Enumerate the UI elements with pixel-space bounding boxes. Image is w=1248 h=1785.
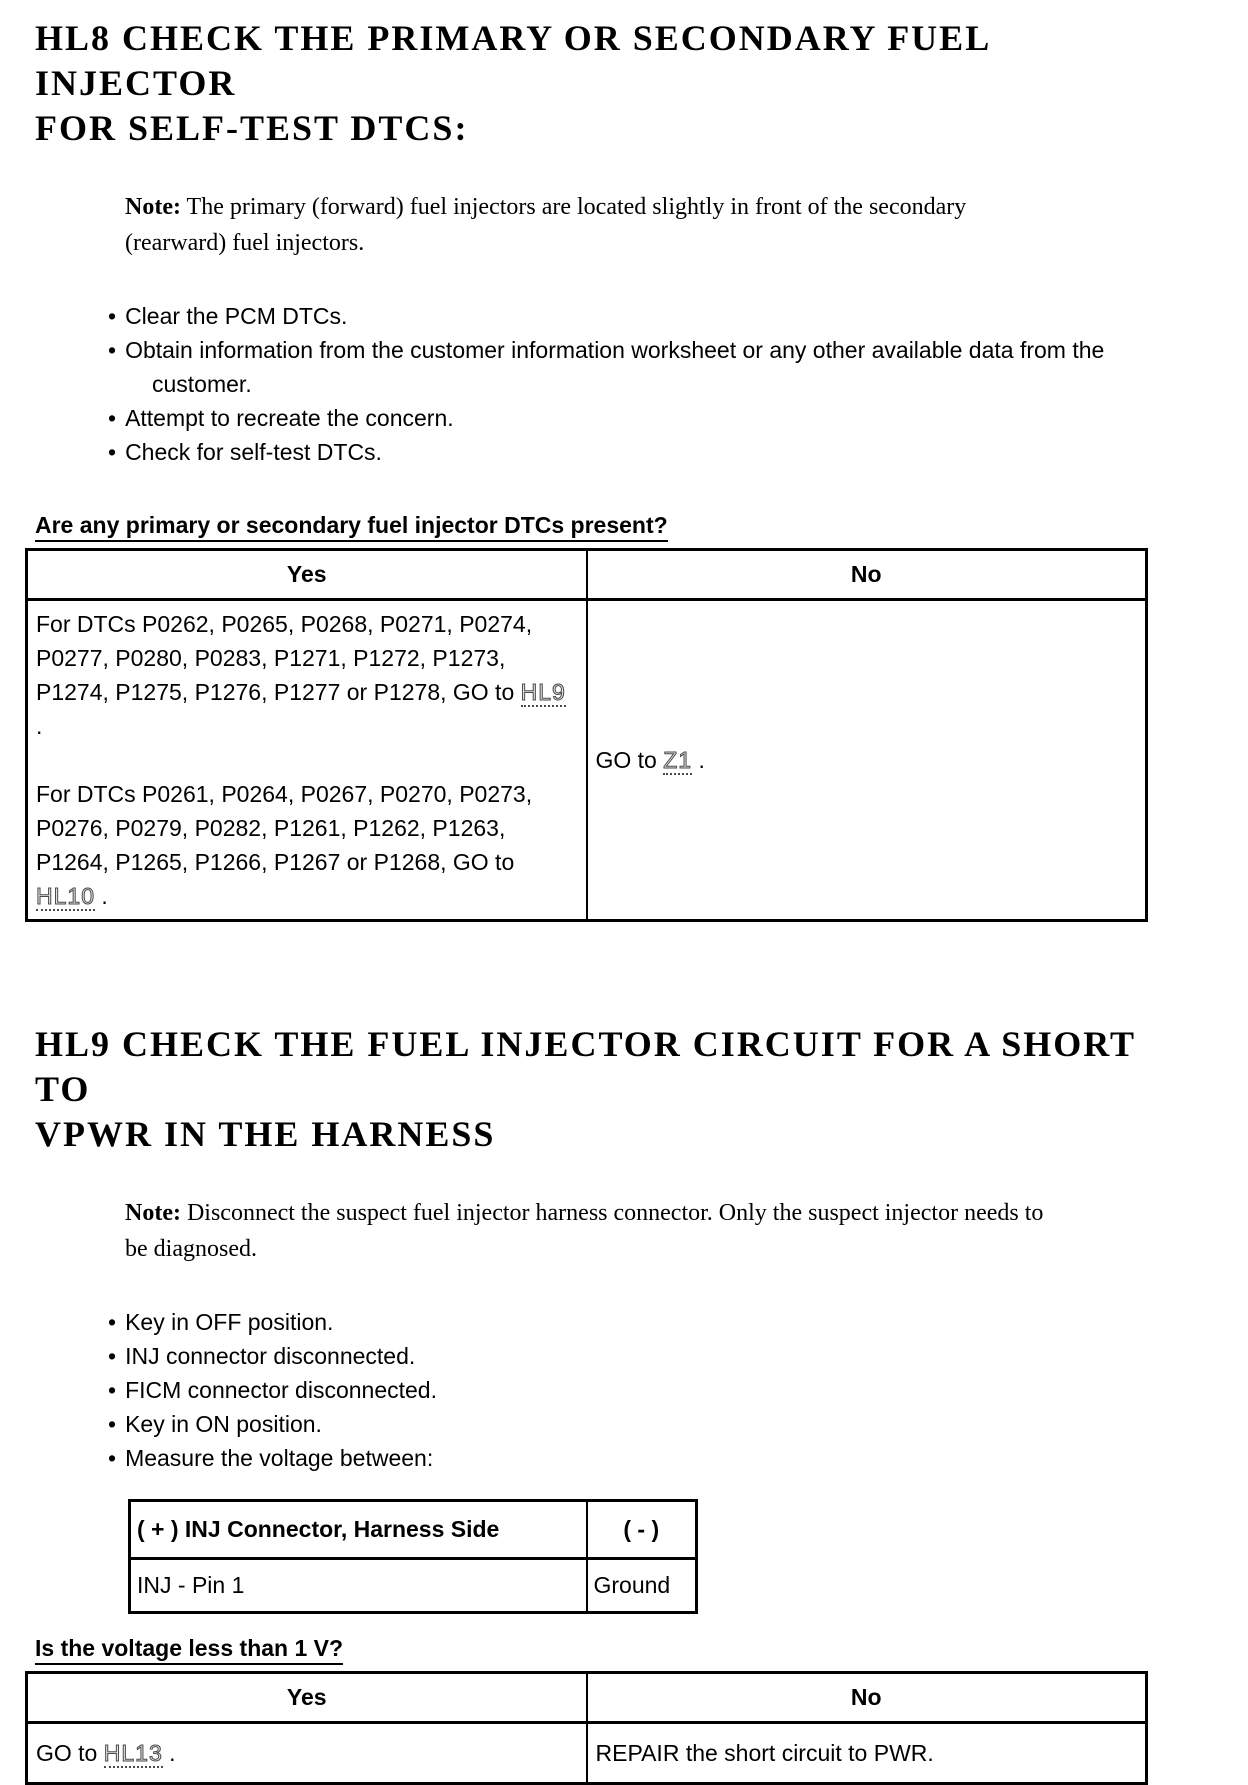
no-column-header: No	[587, 550, 1147, 600]
instruction-end: .	[94, 883, 108, 909]
table-body-row	[130, 1559, 697, 1613]
decision-table-hl8	[25, 548, 1148, 922]
link-hl13[interactable]: HL13	[103, 1740, 163, 1766]
negative-lead-header: ( - )	[587, 1501, 697, 1559]
section-heading-hl9	[35, 1022, 1148, 1157]
dtc-instruction-1	[36, 607, 572, 743]
procedure-list-hl9	[25, 1305, 1148, 1475]
heading-line: HL9 CHECK THE FUEL INJECTOR CIRCUIT FOR A SHORT TO	[35, 1024, 1136, 1109]
positive-lead-header: ( + ) INJ Connector, Harness Side	[130, 1501, 587, 1559]
instruction-text: For DTCs P0261, P0264, P0267, P0270, P0273, P0276, P0279, P0282, P1261, P1262, P1263, P1264, P1265, P1266, P1267 or P1268, GO to	[36, 781, 533, 875]
decision-table-hl9	[25, 1671, 1148, 1785]
instruction-text: GO to	[36, 1740, 104, 1766]
instruction-end: .	[692, 747, 705, 773]
no-column-header: No	[587, 1673, 1147, 1723]
table-body-row	[27, 1723, 1147, 1784]
question-hl9	[35, 1634, 1148, 1662]
yes-cell	[27, 600, 587, 921]
positive-lead-value: INJ - Pin 1	[130, 1559, 587, 1613]
measurement-table	[128, 1499, 698, 1614]
note-hl9	[125, 1195, 1065, 1267]
instruction-text: GO to	[595, 747, 664, 773]
table-header-row	[27, 550, 1147, 600]
instruction-text: REPAIR the short circuit to PWR.	[595, 1740, 934, 1766]
procedure-list-hl8	[25, 299, 1148, 469]
list-item: • Key in OFF position.	[25, 1305, 1148, 1339]
note-text: The primary (forward) fuel injectors are located slightly in front of the secondary (rearward) fuel injectors.	[125, 194, 967, 256]
table-header-row	[130, 1501, 697, 1559]
list-item: • Measure the voltage between:	[25, 1441, 1148, 1475]
note-label: Note:	[125, 1200, 181, 1226]
negative-lead-value: Ground	[587, 1559, 697, 1613]
section-heading-hl8	[35, 16, 1148, 151]
heading-line: VPWR IN THE HARNESS	[35, 1114, 496, 1154]
instruction-text: For DTCs P0262, P0265, P0268, P0271, P0274, P0277, P0280, P0283, P1271, P1272, P1273, P1274, P1275, P1276, P1277 or P1278, GO to	[36, 611, 533, 705]
list-item: • INJ connector disconnected.	[25, 1339, 1148, 1373]
link-hl9[interactable]: HL9	[520, 679, 566, 705]
link-hl10[interactable]: HL10	[36, 883, 95, 909]
note-hl8	[125, 189, 1065, 261]
list-item: • Check for self-test DTCs.	[25, 435, 1148, 469]
no-cell	[587, 600, 1147, 921]
question-text: Are any primary or secondary fuel injector DTCs present?	[35, 512, 668, 542]
list-item: • Clear the PCM DTCs.	[25, 299, 1148, 333]
yes-cell	[27, 1723, 587, 1784]
list-item: • Obtain information from the customer information worksheet or any other available data from the customer.	[25, 333, 1148, 401]
question-text: Is the voltage less than 1 V?	[35, 1635, 343, 1665]
dtc-instruction-2	[36, 777, 572, 913]
yes-column-header: Yes	[27, 1673, 587, 1723]
instruction-end: .	[36, 713, 43, 739]
heading-line: HL8 CHECK THE PRIMARY OR SECONDARY FUEL INJECTOR	[35, 18, 990, 103]
list-item: • Attempt to recreate the concern.	[25, 401, 1148, 435]
heading-line: FOR SELF-TEST DTCS:	[35, 108, 469, 148]
table-header-row	[27, 1673, 1147, 1723]
note-label: Note:	[125, 194, 181, 220]
question-hl8	[35, 511, 1148, 539]
list-item: • FICM connector disconnected.	[25, 1373, 1148, 1407]
no-cell	[587, 1723, 1147, 1784]
instruction-end: .	[162, 1740, 176, 1766]
link-z1[interactable]: Z1	[663, 747, 693, 773]
note-text: Disconnect the suspect fuel injector harness connector. Only the suspect injector needs to be diagnosed.	[125, 1200, 1044, 1262]
table-body-row	[27, 600, 1147, 921]
yes-column-header: Yes	[27, 550, 587, 600]
list-item: • Key in ON position.	[25, 1407, 1148, 1441]
